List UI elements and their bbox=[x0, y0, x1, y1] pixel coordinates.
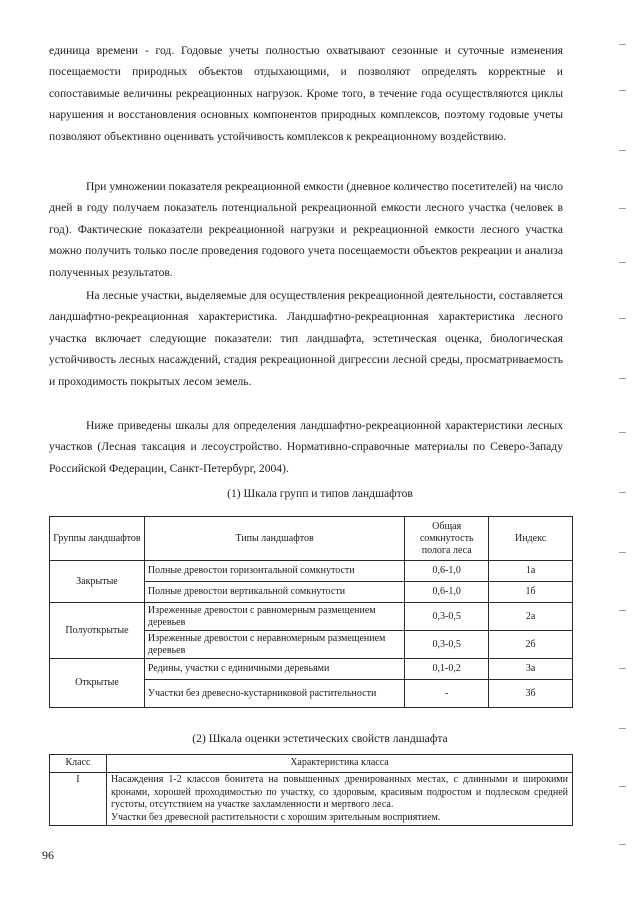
scan-edge-mark bbox=[619, 552, 626, 553]
scan-edge-mark bbox=[619, 844, 626, 845]
density-cell: - bbox=[405, 680, 489, 708]
scan-edge-mark bbox=[619, 90, 626, 91]
table-row bbox=[50, 659, 573, 680]
header-description: Характеристика класса bbox=[106, 755, 572, 773]
scan-edge-mark bbox=[619, 728, 626, 729]
density-cell: 0,3-0,5 bbox=[405, 631, 489, 659]
scan-edge-mark bbox=[619, 668, 626, 669]
paragraph-4: Ниже приведены шкалы для определения ландшафтно-рекреационной характеристики лесных участков (Лесная таксация и лесоустройство. Нормативно-справочные материалы по Северо-Западу Российской Федерации, Санкт-Петербург, 2004). bbox=[49, 419, 563, 475]
scan-edge-mark bbox=[619, 150, 626, 151]
table-header-row bbox=[50, 755, 573, 773]
description-text: Насаждения 1-2 классов бонитета на повышенных дренированных местах, с длинными и широкими кронами, хорошей проходимостью по участку, со здоровым, красивым подростом и подлеском средней густоты, отсутствием на участке захламленности и мертвого леса. bbox=[110, 774, 568, 811]
scan-edge-mark bbox=[619, 610, 626, 611]
header-class: Класс bbox=[50, 755, 107, 773]
type-cell: Полные древостои горизонтальной сомкнутости bbox=[144, 561, 404, 582]
header-density: Общая сомкнутость полога леса bbox=[405, 517, 489, 561]
scan-edge-mark bbox=[619, 492, 626, 493]
description-text: Участки без древесной растительности с хорошим зрительным восприятием. bbox=[110, 811, 441, 823]
table1-caption: (1) Шкала групп и типов ландшафтов bbox=[227, 487, 413, 500]
scan-edge-mark bbox=[619, 318, 626, 319]
scan-edge-mark bbox=[619, 786, 626, 787]
header-group: Группы ландшафтов bbox=[50, 517, 145, 561]
type-cell: Редины, участки с единичными деревьями bbox=[144, 659, 404, 680]
scan-edge-mark bbox=[619, 262, 626, 263]
table-row bbox=[50, 773, 573, 826]
type-cell: Изреженные древостои с неравномерным размещением деревьев bbox=[144, 631, 404, 659]
density-cell: 0,1-0,2 bbox=[405, 659, 489, 680]
density-cell: 0,3-0,5 bbox=[405, 603, 489, 631]
group-cell: Полуоткрытые bbox=[50, 603, 145, 659]
group-cell: Закрытые bbox=[50, 561, 145, 603]
table-row bbox=[50, 603, 573, 631]
table-header-row bbox=[50, 517, 573, 561]
type-cell: Участки без древесно-кустарниковой растительности bbox=[144, 680, 404, 708]
index-cell: 1а bbox=[489, 561, 573, 582]
paragraph-1: единица времени - год. Годовые учеты полностью охватывают сезонные и суточные изменения посещаемости природных объектов отдыхающими, и позволяют определять корректные и сопоставимые величины рекреационных нагрузок. Кроме того, в течение года осуществляются циклы нарушения и восстановления основных компонентов природных комплексов, поэтому годовые учеты позволяют объективно оценивать устойчивость комплексов к рекреационному воздействию. bbox=[49, 44, 563, 143]
index-cell: 2б bbox=[489, 631, 573, 659]
index-cell: 2а bbox=[489, 603, 573, 631]
table-row bbox=[50, 561, 573, 582]
index-cell: 3б bbox=[489, 680, 573, 708]
density-cell: 0,6-1,0 bbox=[405, 582, 489, 603]
landscape-types-table bbox=[49, 516, 573, 708]
paragraph-2: При умножении показателя рекреационной емкости (дневное количество посетителей) на число дней в году получаем показатель потенциальной рекреационной емкости лесного участка (человек в год). Фактические показатели рекреационной нагрузки и рекреационной емкости лесного участка можно получить только после проведения годового учета посещаемости объектов рекреации и анализа полученных результатов. bbox=[49, 180, 563, 279]
paragraph-3: На лесные участки, выделяемые для осуществления рекреационной деятельности, составляется ландшафтно-рекреационная характеристика. Ландшафтно-рекреационная характеристика лесного участка включает следующие показатели: тип ландшафта, эстетическая оценка, биологическая устойчивость лесных насаждений, стадия рекреационной дигрессии лесной среды, просматриваемость и проходимость покрытых лесом земель. bbox=[49, 289, 563, 388]
index-cell: 3а bbox=[489, 659, 573, 680]
header-type: Типы ландшафтов bbox=[144, 517, 404, 561]
page-number: 96 bbox=[42, 848, 54, 862]
description-cell bbox=[106, 773, 572, 826]
scan-edge-mark bbox=[619, 432, 626, 433]
class-cell: I bbox=[50, 773, 107, 826]
index-cell: 1б bbox=[489, 582, 573, 603]
type-cell: Полные древостои вертикальной сомкнутости bbox=[144, 582, 404, 603]
header-index: Индекс bbox=[489, 517, 573, 561]
scan-edge-mark bbox=[619, 44, 626, 45]
scan-edge-mark bbox=[619, 378, 626, 379]
table2-caption: (2) Шкала оценки эстетических свойств ландшафта bbox=[192, 732, 448, 745]
density-cell: 0,6-1,0 bbox=[405, 561, 489, 582]
scan-edge-mark bbox=[619, 208, 626, 209]
aesthetic-scale-table bbox=[49, 754, 573, 826]
group-cell: Открытые bbox=[50, 659, 145, 708]
type-cell: Изреженные древостои с равномерным размещением деревьев bbox=[144, 603, 404, 631]
